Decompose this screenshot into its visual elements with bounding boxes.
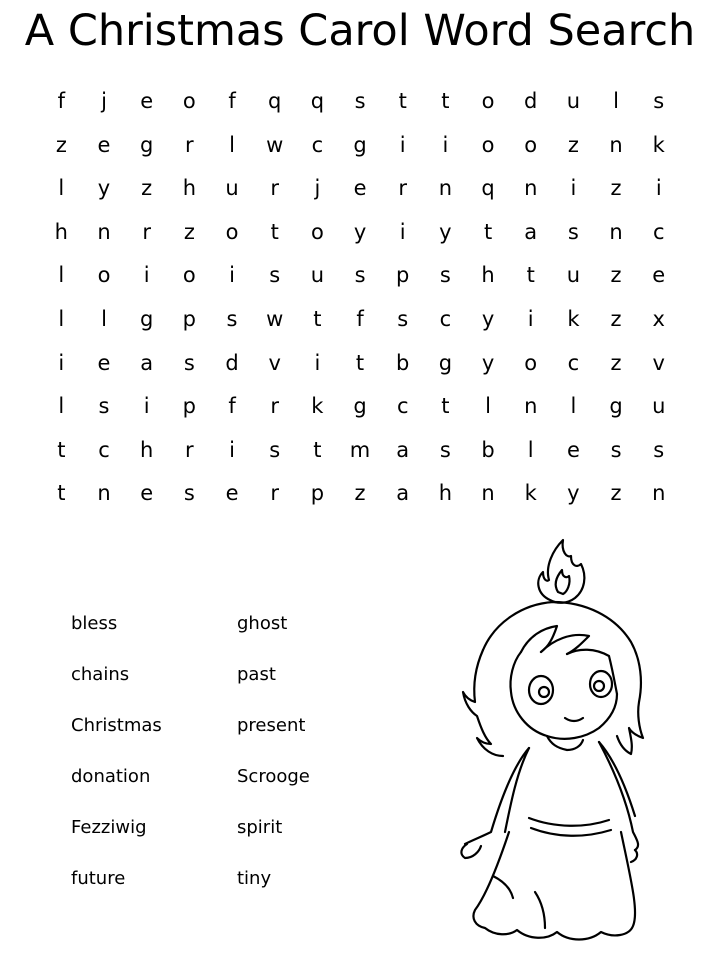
grid-letter: j — [101, 89, 107, 113]
word-list-item: bless — [71, 613, 118, 634]
grid-letter: t — [398, 89, 407, 113]
grid-letter: l — [485, 394, 491, 419]
grid-letter: y — [481, 350, 495, 375]
word-list-item: tiny — [237, 868, 272, 889]
grid-letter: a — [396, 481, 410, 506]
grid-letter: u — [225, 176, 239, 201]
grid-letter: f — [228, 89, 236, 113]
grid-letter: b — [396, 350, 410, 375]
grid-letter: t — [57, 437, 66, 462]
grid-letter: r — [185, 132, 194, 157]
word-list-item: spirit — [237, 817, 283, 838]
grid-letter: t — [483, 219, 493, 244]
grid-letter: r — [142, 219, 151, 244]
grid-letter: g — [438, 350, 453, 375]
grid-letter: a — [396, 437, 410, 462]
grid-letter: l — [613, 89, 619, 113]
grid-letter: r — [270, 176, 280, 201]
word-list-item: chains — [71, 664, 130, 685]
word-list — [71, 606, 391, 906]
grid-letter: z — [183, 219, 195, 244]
grid-letter: c — [98, 437, 110, 462]
grid-letter: t — [313, 437, 322, 462]
grid-letter: l — [527, 437, 534, 462]
grid-letter: q — [268, 89, 282, 113]
grid-letter: o — [310, 219, 324, 244]
grid-letter: v — [268, 350, 281, 375]
grid-letter: i — [229, 437, 235, 462]
grid-row — [40, 211, 680, 255]
grid-letter: o — [182, 89, 196, 113]
grid-letter: r — [270, 481, 280, 506]
grid-row — [40, 80, 680, 124]
grid-letter: z — [610, 263, 622, 288]
grid-letter: i — [143, 263, 150, 288]
grid-letter: u — [310, 263, 325, 288]
grid-letter: z — [610, 306, 622, 331]
grid-letter: e — [225, 481, 239, 506]
word-list-item: present — [237, 715, 306, 736]
grid-row — [40, 342, 680, 386]
grid-letter: k — [524, 481, 537, 506]
grid-letter: e — [97, 132, 111, 157]
grid-letter: k — [652, 132, 665, 157]
grid-letter: c — [311, 132, 324, 157]
grid-letter: y — [567, 481, 580, 506]
grid-row — [40, 385, 680, 429]
grid-letter: u — [652, 394, 666, 419]
grid-letter: t — [313, 306, 322, 331]
grid-letter: c — [567, 350, 580, 375]
grid-letter: s — [98, 394, 110, 419]
grid-letter: l — [58, 176, 65, 201]
grid-letter: d — [225, 350, 239, 375]
grid-letter: z — [610, 176, 622, 201]
grid-letter: n — [438, 176, 453, 201]
grid-letter: l — [58, 394, 65, 419]
grid-letter: o — [524, 350, 538, 375]
grid-row — [40, 429, 680, 473]
grid-letter: e — [140, 89, 154, 113]
grid-letter: n — [481, 481, 495, 506]
grid-letter: s — [653, 437, 665, 462]
grid-letter: u — [566, 89, 581, 113]
grid-letter: f — [228, 394, 236, 419]
word-list-item: past — [237, 664, 276, 685]
grid-letter: l — [101, 306, 107, 331]
grid-letter: c — [439, 306, 452, 331]
grid-letter: i — [442, 132, 449, 157]
grid-letter: l — [570, 394, 577, 419]
word-list-item: Scrooge — [237, 766, 310, 787]
grid-letter: s — [226, 306, 238, 331]
grid-letter: p — [182, 394, 197, 419]
page-title: A Christmas Carol Word Search — [24, 6, 696, 56]
grid-letter: f — [57, 89, 66, 113]
grid-letter: w — [266, 132, 284, 157]
grid-letter: v — [652, 350, 665, 375]
grid-letter: o — [225, 219, 239, 244]
grid-letter: g — [140, 132, 154, 157]
grid-letter: a — [140, 350, 154, 375]
grid-letter: i — [314, 350, 321, 375]
grid-letter: h — [481, 263, 495, 288]
grid-letter: s — [439, 437, 451, 462]
grid-letter: h — [140, 437, 154, 462]
grid-letter: t — [526, 263, 535, 288]
grid-letter: s — [354, 89, 366, 113]
grid-letter: z — [354, 481, 366, 506]
grid-letter: s — [269, 263, 281, 288]
grid-letter: t — [270, 219, 279, 244]
grid-letter: e — [652, 263, 666, 288]
grid-letter: r — [185, 437, 194, 462]
word-list-item: Fezziwig — [71, 817, 147, 838]
grid-row — [40, 472, 680, 516]
grid-letter: z — [610, 350, 622, 375]
grid-row — [40, 254, 680, 298]
grid-letter: q — [481, 176, 495, 201]
word-list-item: future — [71, 868, 126, 889]
grid-letter: o — [481, 132, 495, 157]
grid-letter: i — [229, 263, 235, 288]
grid-letter: h — [438, 481, 453, 506]
grid-letter: g — [140, 306, 154, 331]
grid-letter: h — [182, 176, 196, 201]
grid-letter: s — [439, 263, 451, 288]
grid-letter: e — [353, 176, 367, 201]
grid-letter: n — [97, 219, 111, 244]
grid-letter: l — [229, 132, 235, 157]
grid-letter: i — [655, 176, 662, 201]
grid-letter: s — [567, 219, 579, 244]
grid-letter: i — [570, 176, 577, 201]
grid-letter: j — [314, 176, 321, 201]
grid-letter: e — [566, 437, 580, 462]
grid-letter: z — [567, 132, 579, 157]
grid-letter: e — [140, 481, 154, 506]
grid-letter: i — [58, 350, 65, 375]
word-list-column-1 — [71, 606, 231, 912]
grid-letter: t — [355, 350, 365, 375]
grid-letter: r — [398, 176, 408, 201]
grid-letter: s — [269, 437, 281, 462]
grid-letter: y — [439, 219, 452, 244]
grid-letter: e — [97, 350, 111, 375]
grid-letter: n — [609, 132, 623, 157]
grid-letter: g — [353, 394, 367, 419]
grid-letter: r — [270, 394, 280, 419]
grid-letter: o — [481, 89, 495, 113]
ghost-of-christmas-past-illustration — [425, 532, 695, 952]
grid-letter: o — [524, 132, 538, 157]
grid-letter: s — [354, 263, 366, 288]
grid-letter: c — [396, 394, 409, 419]
grid-letter: y — [97, 176, 111, 201]
grid-letter: l — [58, 306, 65, 331]
grid-letter: g — [609, 394, 623, 419]
grid-letter: i — [527, 306, 534, 331]
grid-letter: s — [653, 89, 665, 113]
grid-letter: i — [399, 132, 406, 157]
grid-letter: c — [652, 219, 665, 244]
grid-letter: p — [396, 263, 410, 288]
grid-letter: d — [524, 89, 538, 113]
word-list-column-2 — [237, 606, 397, 912]
grid-letter: o — [182, 263, 196, 288]
grid-letter: q — [310, 89, 325, 113]
word-list-item: ghost — [237, 613, 288, 634]
grid-letter: z — [55, 132, 67, 157]
grid-letter: l — [58, 263, 65, 288]
grid-row — [40, 167, 680, 211]
grid-letter: s — [183, 481, 195, 506]
word-list-item: donation — [71, 766, 151, 787]
grid-letter: p — [182, 306, 197, 331]
grid-letter: f — [356, 306, 364, 331]
word-search-grid — [40, 80, 680, 516]
grid-letter: g — [353, 132, 367, 157]
grid-letter: n — [97, 481, 111, 506]
grid-letter: p — [310, 481, 325, 506]
grid-letter: y — [353, 219, 367, 244]
grid-letter: n — [524, 176, 538, 201]
grid-letter: i — [399, 219, 406, 244]
grid-letter: z — [141, 176, 153, 201]
grid-letter: k — [311, 394, 324, 419]
grid-letter: i — [143, 394, 150, 419]
grid-letter: a — [524, 219, 538, 244]
grid-letter: m — [349, 437, 371, 462]
grid-letter: n — [609, 219, 623, 244]
flame-icon — [538, 540, 584, 603]
grid-letter: n — [524, 394, 538, 419]
grid-letter: t — [57, 481, 66, 506]
grid-letter: z — [610, 481, 622, 506]
grid-row — [40, 298, 680, 342]
word-list-item: Christmas — [71, 715, 162, 736]
grid-letter: h — [54, 219, 68, 244]
grid-letter: w — [266, 306, 284, 331]
grid-row — [40, 124, 680, 168]
grid-letter: o — [97, 263, 111, 288]
grid-letter: k — [567, 306, 580, 331]
grid-letter: s — [397, 306, 409, 331]
grid-letter: u — [566, 263, 581, 288]
grid-letter: b — [481, 437, 495, 462]
grid-letter: t — [441, 394, 450, 419]
grid-letter: s — [183, 350, 195, 375]
grid-letter: x — [652, 306, 665, 331]
grid-letter: t — [441, 89, 450, 113]
grid-letter: s — [610, 437, 622, 462]
grid-letter: y — [481, 306, 495, 331]
grid-letter: n — [652, 481, 666, 506]
